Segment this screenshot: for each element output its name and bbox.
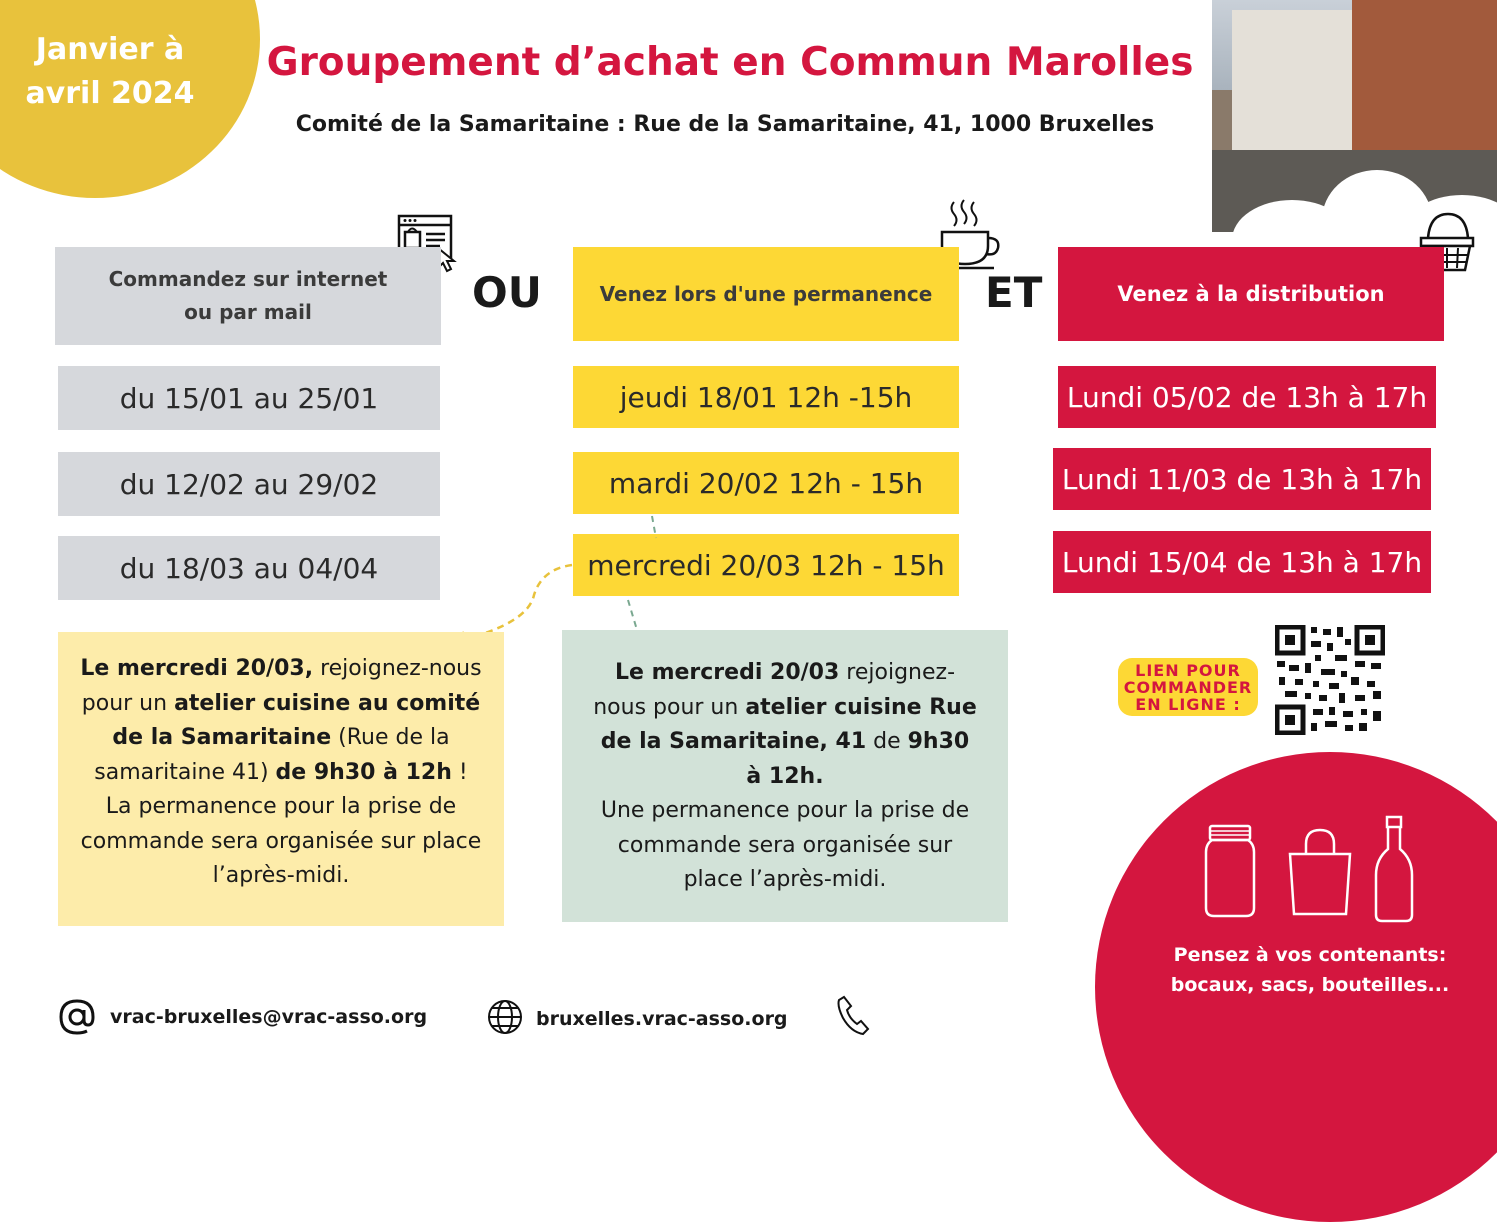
page-subtitle: Comité de la Samaritaine : Rue de la Samaritaine, 41, 1000 Bruxelles [295,112,1155,137]
note-mid-workshop: atelier cuisine Rue de la Samaritaine, 41 [600,694,977,754]
note-mid-date: Le mercredi 20/03 [614,660,840,685]
connector-et: ET [985,268,1043,317]
distribution-date-row: Lundi 15/04 de 13h à 17h [1053,531,1431,593]
online-label-line3: EN LIGNE : [1135,695,1241,714]
online-label-line1: LIEN POUR [1135,661,1241,680]
connector-ou: OU [472,268,542,317]
note-left-date: Le mercredi 20/03, [80,656,314,681]
jar-icon [1200,822,1260,922]
at-sign-icon [58,998,96,1036]
permanence-header: Venez lors d'une permanence [573,247,959,341]
distribution-header: Venez à la distribution [1058,247,1444,341]
internet-order-header [55,247,441,345]
permanence-date-row: mercredi 20/03 12h - 15h [573,534,959,596]
internet-date-row: du 18/03 au 04/04 [58,536,440,600]
date-badge-line2: avril 2024 [25,76,195,111]
date-badge-line1: Janvier à [35,32,185,67]
bag-icon [1286,826,1354,918]
internet-header-line1: Commandez sur internet [108,267,388,291]
permanence-date-row: mardi 20/02 12h - 15h [573,452,959,514]
note-left-permanence: La permanence pour la prise de commande sera organisée sur place l’après-midi. [80,794,482,888]
page-title: Groupement d’achat en Commun Marolles [266,40,1194,85]
note-mid-permanence: Une permanence pour la prise de commande sera organisée sur place l’après-midi. [600,798,970,892]
internet-date-row: du 15/01 au 25/01 [58,366,440,430]
date-badge [0,28,220,116]
permanence-date-row: jeudi 18/01 12h -15h [573,366,959,428]
distribution-date-row: Lundi 05/02 de 13h à 17h [1058,366,1436,428]
online-order-label [1118,658,1258,716]
containers-line2: bocaux, sacs, bouteilles... [1170,974,1450,996]
phone-icon [836,994,870,1036]
online-label-line2: COMMANDER [1123,678,1253,697]
email-link[interactable]: vrac-bruxelles@vrac-asso.org [110,1006,428,1028]
note-left-hours: de 9h30 à 12h [275,759,452,785]
containers-line1: Pensez à vos contenants: [1173,944,1447,966]
bottle-icon [1372,814,1416,924]
internet-header-line2: ou par mail [184,300,312,324]
note-mid-hours: 9h30 à 12h. [746,729,970,789]
website-link[interactable]: bruxelles.vrac-asso.org [536,1008,788,1030]
note-left-workshop: atelier cuisine au comité de la Samaritaine [112,690,481,750]
containers-reminder [1140,940,1480,1000]
street-photo [1212,0,1497,232]
note-left-exclaim: ! [451,759,468,785]
qr-code-icon[interactable] [1275,625,1385,735]
note-mid-text: rejoignez-nous pour un [593,660,956,720]
globe-icon [486,998,524,1036]
workshop-note-middle [562,630,1008,922]
distribution-date-row: Lundi 11/03 de 13h à 17h [1053,448,1431,510]
note-mid-de: de [866,729,908,754]
note-left-text: rejoignez-nous pour un [81,656,482,716]
workshop-note-left [58,632,504,926]
internet-date-row: du 12/02 au 29/02 [58,452,440,516]
note-left-address: (Rue de la samaritaine 41) [94,725,450,785]
